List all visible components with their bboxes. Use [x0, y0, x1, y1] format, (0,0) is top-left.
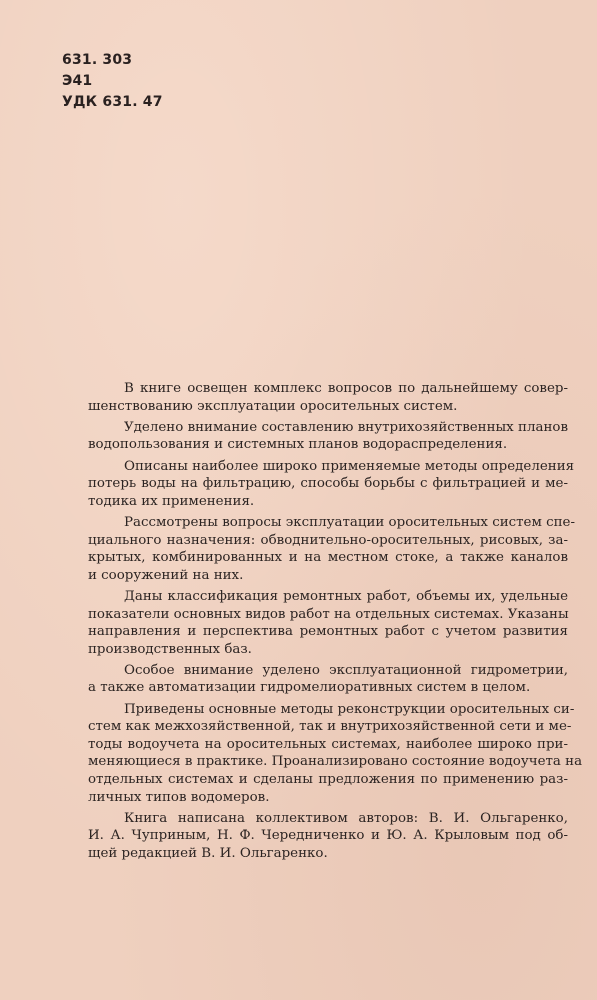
author-mark: Э41 [62, 73, 93, 89]
text-line: В книге освещен комплекс вопросов по дальнейшему совер- [124, 381, 568, 396]
abstract-text [88, 380, 583, 866]
abstract-paragraph [88, 514, 575, 584]
text-line: циального назначения: обводнительно-оросительных, рисовых, за- [88, 532, 568, 548]
text-line: личных типов водомеров. [88, 789, 270, 805]
text-line: щей редакцией В. И. Ольгаренко. [88, 846, 328, 861]
text-line: тодика их применения. [88, 493, 255, 509]
classification-codes [62, 50, 163, 113]
bbk-code: 631. 303 [62, 52, 133, 68]
text-line: направления и перспектива ремонтных работ с учетом развития [88, 624, 568, 640]
abstract-paragraph [88, 458, 575, 511]
text-line: Уделено внимание составлению внутрихозяйственных планов [124, 419, 568, 435]
text-line: крытых, комбинированных и на местном стоке, а также каналов [88, 550, 568, 566]
text-line: шенствованию эксплуатации оросительных систем. [88, 398, 458, 414]
text-line: Особое внимание уделено эксплуатационной гидрометрии, [124, 662, 568, 678]
udk-code: УДК 631. 47 [62, 94, 163, 110]
text-line: производственных баз. [88, 641, 252, 657]
abstract-paragraph [88, 588, 568, 658]
text-line: Рассмотрены вопросы эксплуатации оросительных систем спе- [124, 514, 575, 530]
text-line: водопользования и системных планов водораспределения. [88, 437, 508, 453]
text-line: отдельных системах и сделаны предложения по применению раз- [88, 772, 568, 788]
abstract-paragraph [88, 380, 568, 415]
text-line: меняющиеся в практике. Проанализировано состояние водоучета на [88, 754, 583, 770]
text-line: Даны классификация ремонтных работ, объемы их, удельные [124, 588, 568, 604]
text-line: и сооружений на них. [88, 567, 244, 583]
abstract-paragraph [88, 662, 568, 697]
text-line: Приведены основные методы реконструкции оросительных си- [124, 701, 575, 717]
text-line: показатели основных видов работ на отдельных системах. Указаны [88, 606, 569, 622]
text-line: Книга написана коллективом авторов: В. И. Ольгаренко, [124, 810, 568, 826]
text-line: И. А. Чуприным, Н. Ф. Чередниченко и Ю. А. Крыловым под об- [88, 828, 568, 844]
text-line: стем как межхозяйственной, так и внутрихозяйственной сети и ме- [88, 719, 572, 735]
abstract-paragraph [88, 419, 568, 454]
text-line: а также автоматизации гидромелиоративных систем в целом. [88, 680, 531, 696]
text-line: Описаны наиболее широко применяемые методы определения [124, 458, 575, 474]
abstract-paragraph [88, 810, 568, 863]
text-line: тоды водоучета на оросительных системах, наиболее широко при- [88, 736, 568, 752]
abstract-paragraph [88, 701, 583, 807]
text-line: потерь воды на фильтрацию, способы борьбы с фильтрацией и ме- [88, 476, 568, 492]
